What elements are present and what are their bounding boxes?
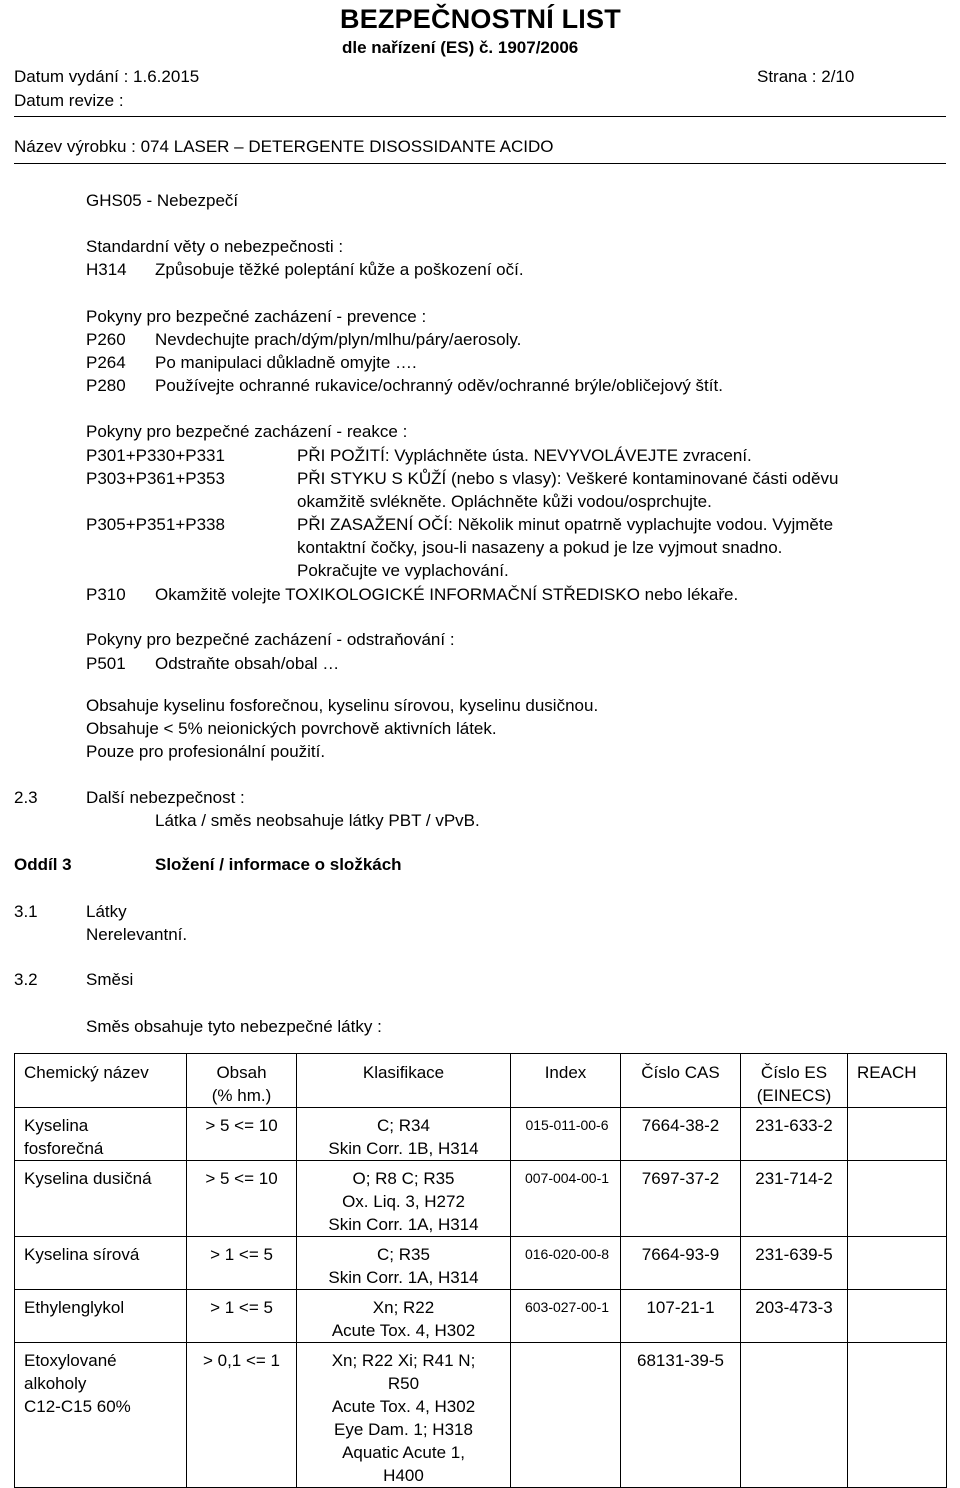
page-number: Strana : 2/10 <box>757 67 855 86</box>
header-content: Obsah (% hm.) <box>187 1054 297 1108</box>
table-row <box>15 1290 947 1343</box>
prevention-heading: Pokyny pro bezpečné zacházení - prevence : <box>86 307 427 326</box>
section-number: 2.3 <box>14 788 38 807</box>
issue-date: Datum vydání : 1.6.2015 <box>14 67 200 86</box>
section-title: Směsi <box>86 970 134 989</box>
disposal-text: Odstraňte obsah/obal … <box>155 654 340 673</box>
chapter-title: Složení / informace o složkách <box>155 855 402 874</box>
cell-ec-number: 231-633-2 <box>741 1108 848 1161</box>
cell-ec-number <box>741 1343 848 1488</box>
cell-chemical-name: Ethylenglykol <box>15 1290 187 1343</box>
disposal-heading: Pokyny pro bezpečné zacházení - odstraňování : <box>86 630 455 649</box>
reaction-code: P305+P351+P338 <box>86 515 225 534</box>
cell-ec-number: 231-714-2 <box>741 1161 848 1237</box>
cell-ec-number: 231-639-5 <box>741 1237 848 1290</box>
section-text: Směs obsahuje tyto nebezpečné látky : <box>86 1017 382 1036</box>
note-line: Obsahuje < 5% neionických povrchově aktivních látek. <box>86 719 497 738</box>
section-number: 3.2 <box>14 970 38 989</box>
hazard-text: Způsobuje těžké poleptání kůže a poškození očí. <box>155 260 524 279</box>
cell-classification: Xn; R22 Xi; R41 N; R50 Acute Tox. 4, H302 Eye Dam. 1; H318 Aquatic Acute 1, H400 <box>297 1343 511 1488</box>
prevention-text: Nevdechujte prach/dým/plyn/mlhu/páry/aerosoly. <box>155 330 522 349</box>
document-title: BEZPEČNOSTNÍ LIST <box>340 4 621 34</box>
note-line: Obsahuje kyselinu fosforečnou, kyselinu sírovou, kyselinu dusičnou. <box>86 696 599 715</box>
header-chemical-name: Chemický název <box>15 1054 187 1108</box>
prevention-code: P280 <box>86 376 126 395</box>
prevention-text: Po manipulaci důkladně omyjte …. <box>155 353 417 372</box>
table-row <box>15 1237 947 1290</box>
reaction-heading: Pokyny pro bezpečné zacházení - reakce : <box>86 422 408 441</box>
revision-date: Datum revize : <box>14 91 124 110</box>
prevention-text: Používejte ochranné rukavice/ochranný oděv/ochranné brýle/obličejový štít. <box>155 376 723 395</box>
cell-content: > 1 <= 5 <box>187 1237 297 1290</box>
composition-table <box>14 1053 947 1488</box>
cell-content: > 5 <= 10 <box>187 1108 297 1161</box>
cell-index: 603-027-00-1 <box>511 1290 621 1343</box>
prevention-code: P264 <box>86 353 126 372</box>
cell-cas-number: 68131-39-5 <box>621 1343 741 1488</box>
cell-cas-number: 7664-93-9 <box>621 1237 741 1290</box>
cell-classification: O; R8 C; R35 Ox. Liq. 3, H272 Skin Corr. 1A, H314 <box>297 1161 511 1237</box>
cell-cas-number: 7697-37-2 <box>621 1161 741 1237</box>
header-classification: Klasifikace <box>297 1054 511 1108</box>
header-index: Index <box>511 1054 621 1108</box>
reaction-code: P310 <box>86 585 126 604</box>
table-row <box>15 1108 947 1161</box>
header-divider <box>14 116 946 117</box>
reaction-text: PŘI STYKU S KŮŽÍ (nebo s vlasy): Veškeré kontaminované části oděvu <box>297 469 839 488</box>
reaction-text: okamžitě svlékněte. Opláchněte kůži vodou/osprchujte. <box>297 492 712 511</box>
cell-reach <box>848 1108 947 1161</box>
cell-reach <box>848 1161 947 1237</box>
table-row <box>15 1343 947 1488</box>
reaction-text: kontaktní čočky, jsou-li nasazeny a pokud je lze vyjmout snadno. <box>297 538 783 557</box>
cell-index: 016-020-00-8 <box>511 1237 621 1290</box>
cell-content: > 0,1 <= 1 <box>187 1343 297 1488</box>
table-header-row <box>15 1054 947 1108</box>
note-line: Pouze pro profesionální použití. <box>86 742 326 761</box>
cell-reach <box>848 1343 947 1488</box>
cell-cas-number: 7664-38-2 <box>621 1108 741 1161</box>
ghs-label: GHS05 - Nebezpečí <box>86 191 239 210</box>
cell-reach <box>848 1290 947 1343</box>
document-subtitle: dle nařízení (ES) č. 1907/2006 <box>342 38 579 57</box>
product-name: Název výrobku : 074 LASER – DETERGENTE DISOSSIDANTE ACIDO <box>14 137 554 156</box>
cell-index <box>511 1343 621 1488</box>
table-row <box>15 1161 947 1237</box>
header-reach: REACH <box>848 1054 947 1108</box>
cell-ec-number: 203-473-3 <box>741 1290 848 1343</box>
cell-content: > 1 <= 5 <box>187 1290 297 1343</box>
header-ec-number: Číslo ES (EINECS) <box>741 1054 848 1108</box>
section-text: Látka / směs neobsahuje látky PBT / vPvB. <box>155 811 480 830</box>
cell-chemical-name: Kyselina sírová <box>15 1237 187 1290</box>
reaction-text: PŘI ZASAŽENÍ OČÍ: Několik minut opatrně vyplachujte vodou. Vyjměte <box>297 515 834 534</box>
reaction-code: P301+P330+P331 <box>86 446 225 465</box>
section-title: Další nebezpečnost : <box>86 788 245 807</box>
cell-classification: C; R35 Skin Corr. 1A, H314 <box>297 1237 511 1290</box>
cell-content: > 5 <= 10 <box>187 1161 297 1237</box>
section-title: Látky <box>86 902 127 921</box>
cell-index: 007-004-00-1 <box>511 1161 621 1237</box>
reaction-text: Okamžitě volejte TOXIKOLOGICKÉ INFORMAČNÍ STŘEDISKO nebo lékaře. <box>155 585 739 604</box>
chapter-number: Oddíl 3 <box>14 855 72 874</box>
hazard-code: H314 <box>86 260 127 279</box>
cell-classification: C; R34 Skin Corr. 1B, H314 <box>297 1108 511 1161</box>
cell-reach <box>848 1237 947 1290</box>
reaction-text: PŘI POŽITÍ: Vypláchněte ústa. NEVYVOLÁVEJTE zvracení. <box>297 446 752 465</box>
section-number: 3.1 <box>14 902 38 921</box>
product-divider <box>14 163 946 164</box>
cell-chemical-name: Kyselina dusičná <box>15 1161 187 1237</box>
cell-chemical-name: Kyselina fosforečná <box>15 1108 187 1161</box>
cell-index: 015-011-00-6 <box>511 1108 621 1161</box>
cell-cas-number: 107-21-1 <box>621 1290 741 1343</box>
cell-chemical-name: Etoxylované alkoholy C12-C15 60% <box>15 1343 187 1488</box>
hazard-heading: Standardní věty o nebezpečnosti : <box>86 237 344 256</box>
disposal-code: P501 <box>86 654 126 673</box>
cell-classification: Xn; R22 Acute Tox. 4, H302 <box>297 1290 511 1343</box>
prevention-code: P260 <box>86 330 126 349</box>
header-cas-number: Číslo CAS <box>621 1054 741 1108</box>
section-text: Nerelevantní. <box>86 925 188 944</box>
reaction-text: Pokračujte ve vyplachování. <box>297 561 509 580</box>
reaction-code: P303+P361+P353 <box>86 469 225 488</box>
